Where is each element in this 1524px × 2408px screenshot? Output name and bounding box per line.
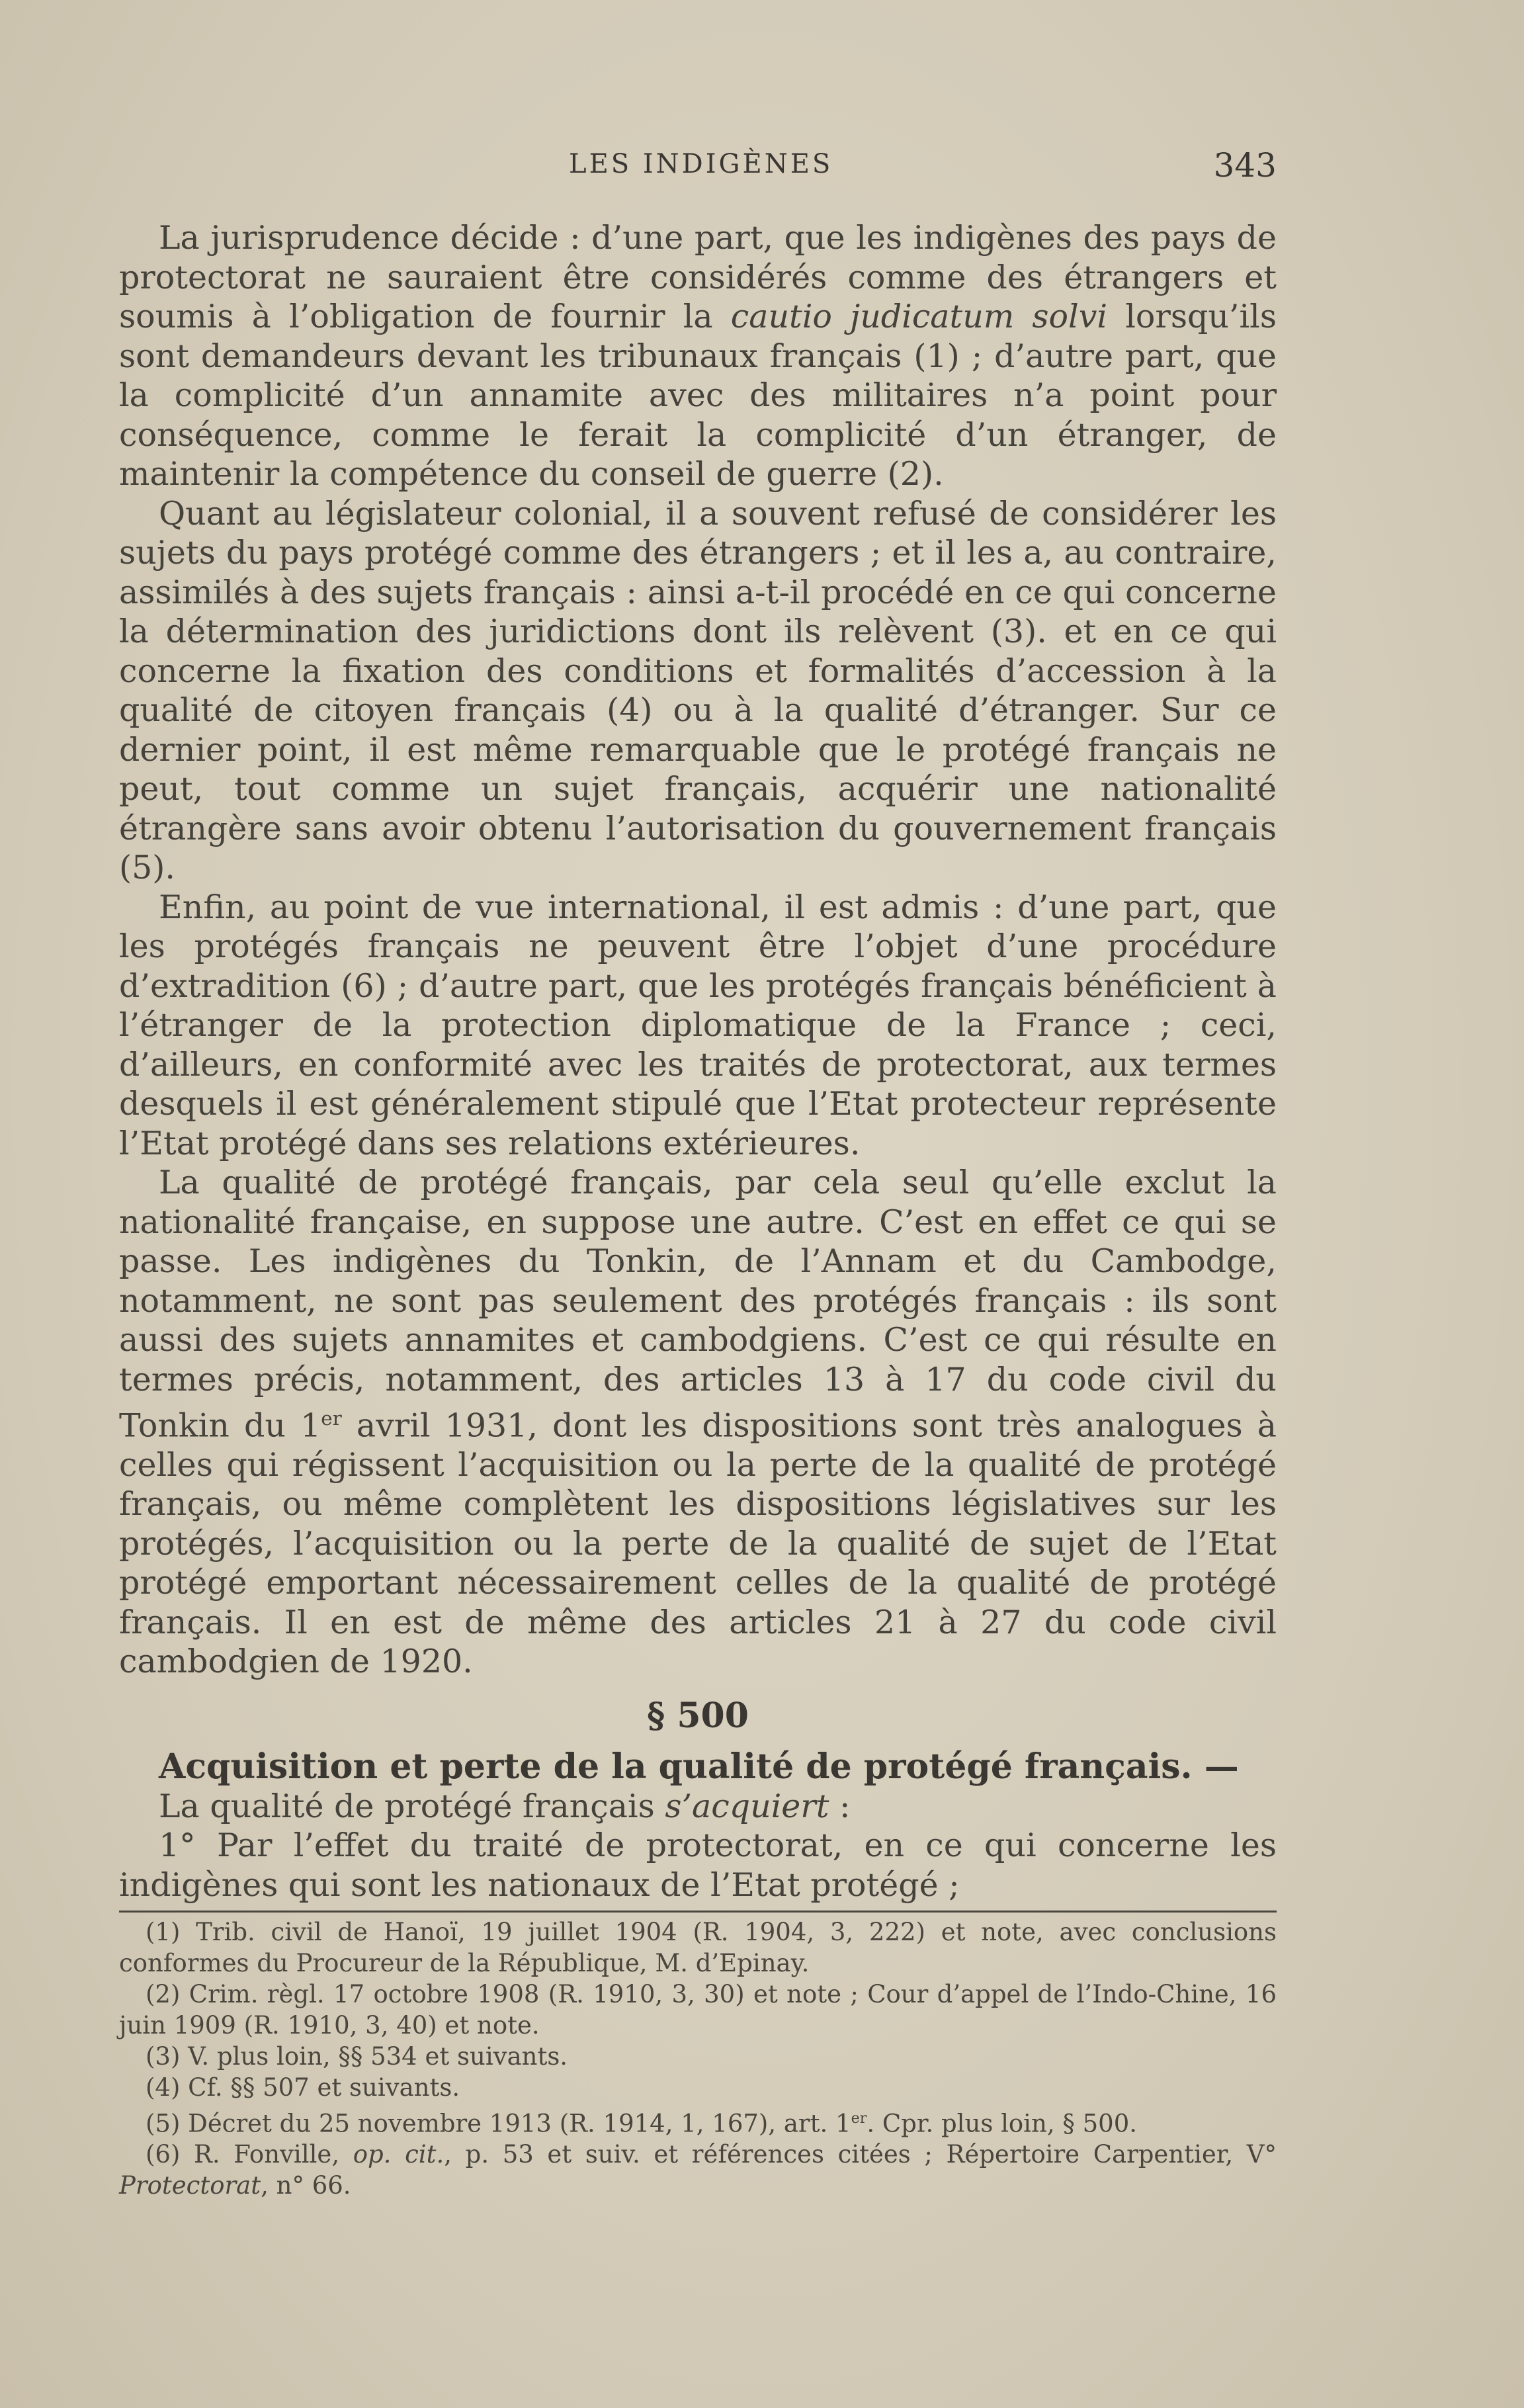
- section-item-1: 1° Par l’effet du traité de protectorat, en ce qui concerne les indigènes qui sont les nationaux de l’Etat protégé ;: [119, 1827, 1277, 1904]
- footnote-6: [119, 2139, 1277, 2201]
- italic-term: Protectorat: [119, 2171, 261, 2200]
- footnotes: [119, 1911, 1277, 2201]
- paragraph-text: :: [829, 1787, 851, 1825]
- section-intro: [119, 1787, 1277, 1827]
- superscript: er: [851, 2110, 867, 2127]
- paragraph-jurisprudence: [119, 218, 1277, 494]
- running-title: LES INDIGÈNES: [569, 149, 833, 179]
- latin-term: cautio judicatum solvi: [730, 298, 1108, 335]
- paragraph-text: lorsqu’ils sont demandeurs devant les tribunaux français (1) ; d’autre part, que la complicité d’un annamite avec des militaires n’a point pour conséquence, comme le ferait la complicité d’un étranger, de maintenir la compétence du conseil de guerre (2).: [119, 298, 1277, 493]
- footnote-3: (3) V. plus loin, §§ 534 et suivants.: [146, 2042, 568, 2071]
- paragraph-text: avril 1931, dont les dispositions sont très analogues à celles qui régissent l’acquisition ou la perte de la qualité de protégé français, ou même complètent les dispositions législatives sur les protégés, l’acquisition ou la perte de la qualité de sujet de l’Etat protégé emportant nécessairement celles de la qualité de protégé français. Il en est de même des articles 21 à 27 du code civil cambodgien de 1920.: [119, 1406, 1277, 1681]
- superscript: er: [321, 1407, 342, 1430]
- main-text: [119, 218, 1277, 1905]
- footnote-text: (6) R. Fonville,: [146, 2140, 353, 2169]
- section-number: § 500: [647, 1695, 749, 1736]
- footnote-2: (2) Crim. règl. 17 octobre 1908 (R. 1910, 3, 30) et note ; Cour d’appel de l’Indo-Chine, 16 juin 1909 (R. 1910, 3, 40) et note.: [119, 1980, 1277, 2040]
- footnote-text: (5) Décret du 25 novembre 1913 (R. 1914, 1, 167), art. 1: [146, 2109, 851, 2138]
- italic-term: op. cit.: [353, 2140, 444, 2169]
- italic-term: s’acquiert: [665, 1787, 829, 1825]
- footnote-1: (1) Trib. civil de Hanoï, 19 juillet 1904 (R. 1904, 3, 222) et note, avec conclusions conformes du Procureur de la République, M. d’Epinay.: [119, 1918, 1277, 1977]
- footnote-text: . Cpr. plus loin, § 500.: [867, 2109, 1138, 2138]
- footnote-5: [119, 2103, 1277, 2139]
- footnote-text: , p. 53 et suiv. et références citées ; Répertoire Carpentier, V°: [444, 2140, 1277, 2169]
- paragraph-international: Enfin, au point de vue international, il est admis : d’une part, que les protégés français ne peuvent être l’objet d’une procédure d’extradition (6) ; d’autre part, que les protégés français bénéficient à l’étranger de la protection diplomatique de la France ; ceci, d’ailleurs, en conformité avec les traités de protectorat, aux termes desquels il est généralement stipulé que l’Etat protecteur représente l’Etat protégé dans ses relations extérieures.: [119, 888, 1277, 1162]
- page-header: [119, 146, 1277, 195]
- paragraph-qualite: [119, 1163, 1277, 1682]
- paragraph-text: La qualité de protégé français, par cela seul qu’elle exclut la nationalité française, en suppose une autre. C’est en effet ce qui se passe. Les indigènes du Tonkin, de l’Annam et du Cambodge, notamment, ne sont pas seulement des protégés français : ils sont aussi des sujets annamites et cambodgiens. C’est ce qui résulte en termes précis, notamment, des articles 13 à 17 du code civil du Tonkin du 1: [119, 1164, 1277, 1445]
- paragraph-text: La qualité de protégé français: [159, 1787, 665, 1825]
- page-number: 343: [1213, 146, 1277, 185]
- section-heading: Acquisition et perte de la qualité de protégé français. —: [159, 1746, 1239, 1787]
- paragraph-text: La jurisprudence décide : d’une part, que les indigènes des pays de protectorat ne sauraient être considérés comme des étrangers et soumis à l’obligation de fournir la: [119, 219, 1277, 335]
- paragraph-legislateur: Quant au législateur colonial, il a souvent refusé de considérer les sujets du pays protégé comme des étrangers ; et il les a, au contraire, assimilés à des sujets français : ainsi a-t-il procédé en ce qui concerne la détermination des juridictions dont ils relèvent (3). et en ce qui concerne la fixation des conditions et formalités d’accession à la qualité de citoyen français (4) ou à la qualité d’étranger. Sur ce dernier point, il est même remarquable que le protégé français ne peut, tout comme un sujet français, acquérir une nationalité étrangère sans avoir obtenu l’autorisation du gouvernement français (5).: [119, 494, 1277, 886]
- footnote-4: (4) Cf. §§ 507 et suivants.: [146, 2073, 460, 2102]
- footnote-text: , n° 66.: [261, 2171, 351, 2200]
